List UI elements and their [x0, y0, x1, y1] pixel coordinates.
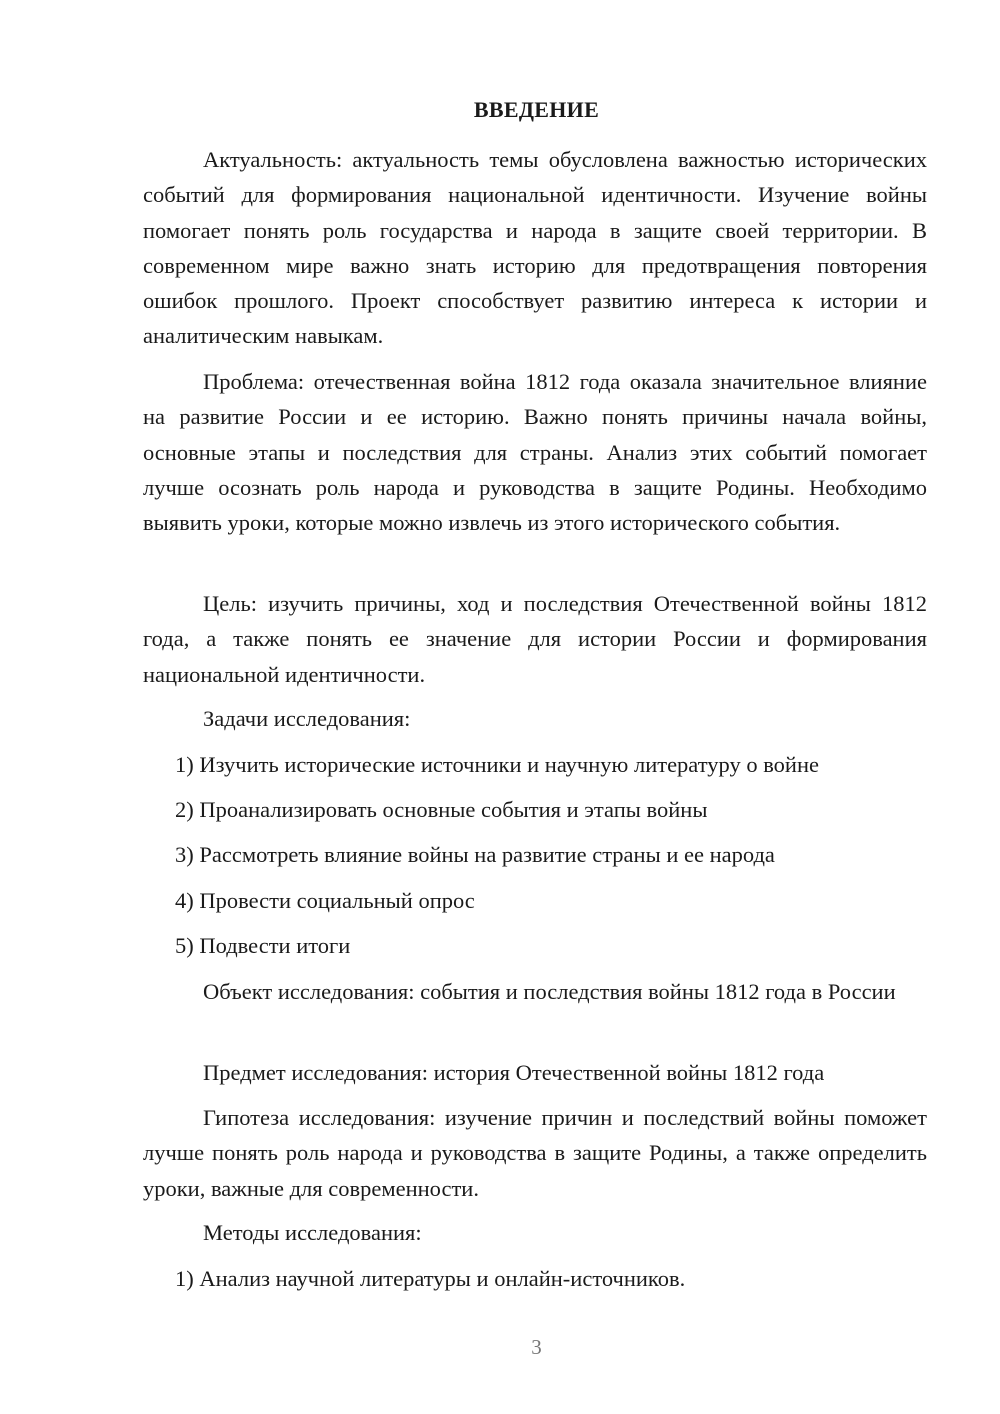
task-item-2: 2) Проанализировать основные события и этапы войны — [175, 797, 708, 822]
tasks-title: Задачи исследования: — [203, 706, 411, 731]
task-item-1: 1) Изучить исторические источники и научную литературу о войне — [175, 752, 819, 777]
paragraph-subject: Предмет исследования: история Отечественной войны 1812 года — [203, 1060, 825, 1085]
page-number: 3 — [531, 1335, 542, 1359]
task-item-5: 5) Подвести итоги — [175, 933, 351, 958]
task-item-3: 3) Рассмотреть влияние войны на развитие страны и ее народа — [175, 842, 775, 867]
paragraph-hypothesis: Гипотеза исследования: изучение причин и последствий войны поможет лучше понять роль народа и руководства в защите Родины, а также определить уроки, важные для современности. — [143, 1105, 927, 1201]
method-item-1: 1) Анализ научной литературы и онлайн-источников. — [175, 1266, 686, 1291]
methods-title: Методы исследования: — [203, 1220, 422, 1245]
paragraph-problem: Проблема: отечественная война 1812 года оказала значительное влияние на развитие России и ее историю. Важно понять причины начала войны, основные этапы и последствия для страны. Анализ этих событий помогает лучше осознать роль народа и руководства в защите Родины. Необходимо выявить уроки, которые можно извлечь из этого исторического события. — [143, 369, 927, 536]
task-item-4: 4) Провести социальный опрос — [175, 888, 475, 913]
paragraph-goal: Цель: изучить причины, ход и последствия Отечественной войны 1812 года, а также понять ее значение для истории России и формирования национальной идентичности. — [143, 591, 927, 687]
paragraph-object: Объект исследования: события и последствия войны 1812 года в России — [203, 979, 896, 1004]
section-heading: ВВЕДЕНИЕ — [473, 97, 600, 122]
paragraph-relevance: Актуальность: актуальность темы обусловлена важностью исторических событий для формирования национальной идентичности. Изучение войны помогает понять роль государства и народа в защите своей территории. В современном мире важно знать историю для предотвращения повторения ошибок прошлого. Проект способствует развитию интереса к истории и аналитическим навыкам. — [143, 147, 927, 349]
